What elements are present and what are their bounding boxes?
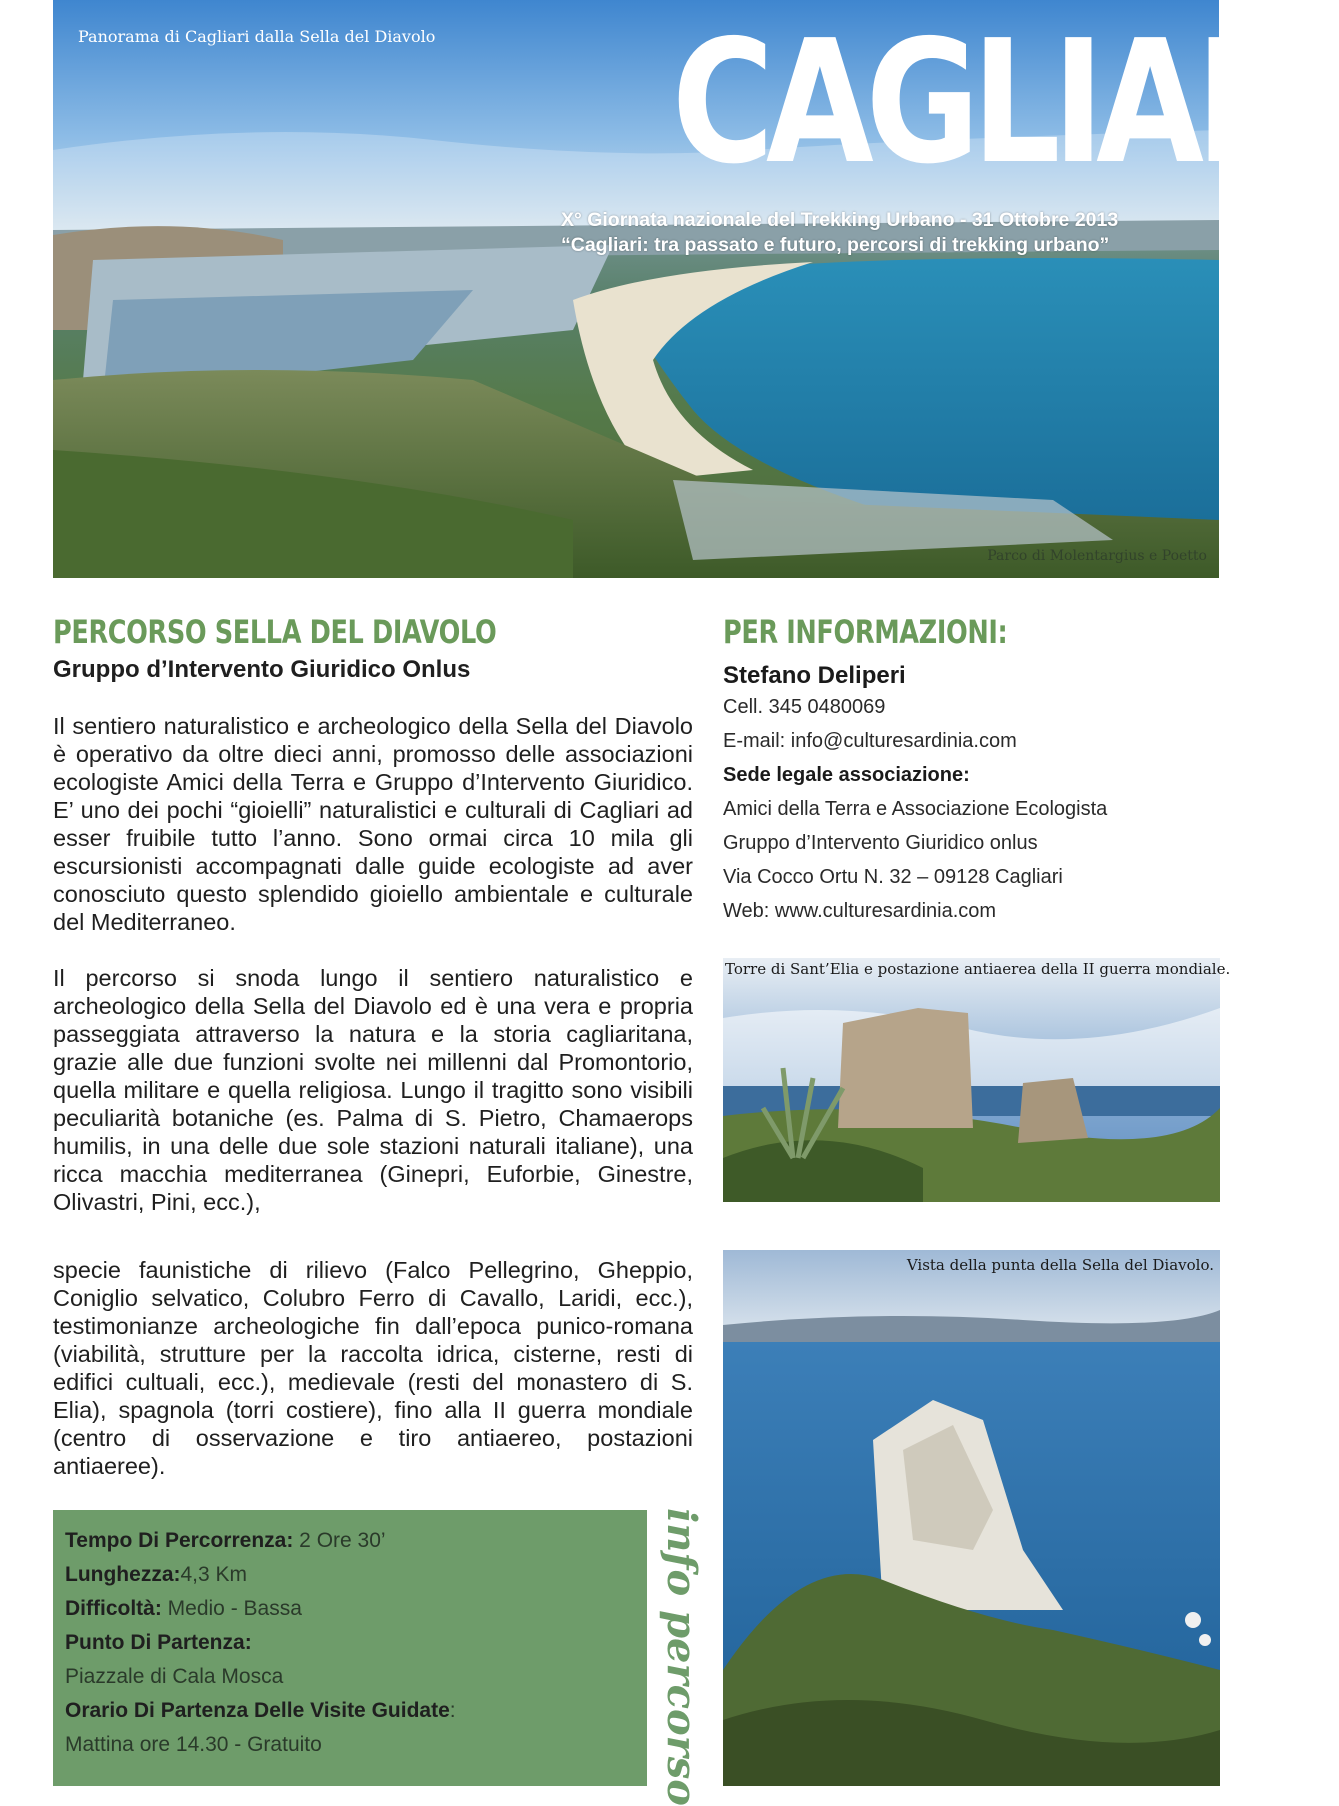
info-length-label: Lunghezza: (65, 1563, 181, 1586)
hero-subtitle-line2: “Cagliari: tra passato e futuro, percorsi di trekking urbano” (561, 234, 1110, 256)
cliff-photo-caption: Vista della punta della Sella del Diavolo. (906, 1256, 1214, 1274)
info-start-point (65, 1626, 635, 1660)
route-title: PERCORSO SELLA DEL DIAVOLO (53, 613, 497, 651)
contact-name: Stefano Deliperi (723, 662, 906, 689)
route-info-box (53, 1510, 647, 1786)
hero-caption: Panorama di Cagliari dalla Sella del Diavolo (78, 27, 436, 46)
contact-title: PER INFORMAZIONI: (723, 613, 1008, 651)
description-paragraph-1: Il sentiero naturalistico e archeologico della Sella del Diavolo è operativo da oltre dieci anni, promosso delle associazioni ecologiste Amici della Terra e Gruppo d’Intervento Giuridico. E’ uno dei pochi “gioielli” naturalistici e culturali di Cagliari ad esser fruibile tutto l’anno. Sono ormai circa 10 mila gli escursionisti accompagnati dalle guide ecologiste ad aver conosciuto questo splendido gioiello ambientale e culturale del Mediterraneo. (53, 713, 693, 935)
info-schedule-label: Orario Di Partenza Delle Visite Guidate (65, 1699, 450, 1722)
contact-address: Via Cocco Ortu N. 32 – 09128 Cagliari (723, 866, 1063, 888)
route-description-column (53, 614, 693, 1480)
hero-panorama-image (53, 0, 1339, 578)
info-schedule-colon: : (449, 1699, 456, 1722)
info-schedule-value: Mattina ore 14.30 - Gratuito (65, 1733, 322, 1756)
info-duration-label: Tempo Di Percorrenza: (65, 1529, 294, 1552)
info-schedule (65, 1694, 635, 1728)
info-length-value: 4,3 Km (180, 1563, 248, 1586)
contact-email[interactable]: E-mail: info@culturesardinia.com (723, 730, 1017, 752)
hero-subtitle (561, 208, 1118, 258)
info-start-value-row (65, 1660, 635, 1694)
contact-website[interactable]: Web: www.culturesardinia.com (723, 900, 997, 922)
info-start-label: Punto Di Partenza: (65, 1631, 252, 1654)
info-difficulty-label: Difficoltà: (65, 1597, 162, 1620)
info-duration-value: 2 Ore 30’ (293, 1529, 386, 1552)
association-1: Amici della Terra e Associazione Ecologista (723, 798, 1108, 820)
legal-seat-label: Sede legale associazione: (723, 764, 970, 786)
hero-title: CAGLIARI (671, 4, 1339, 202)
association-2: Gruppo d’Intervento Giuridico onlus (723, 832, 1038, 854)
info-duration (65, 1524, 635, 1558)
info-length (65, 1558, 635, 1592)
info-start-value: Piazzale di Cala Mosca (65, 1665, 284, 1688)
hero-subtitle-line1: X° Giornata nazionale del Trekking Urbano - 31 Ottobre 2013 (561, 209, 1119, 231)
description-paragraph-2: Il percorso si snoda lungo il sentiero naturalistico e archeologico della Sella del Diavolo ed è una vera e propria passeggiata attraverso la natura e la storia cagliaritana, grazie alle due funzioni svolte nei millenni dal Promontorio, quella militare e quella religiosa. Lungo il tragitto sono visibili peculiarità botaniche (es. Palma di S. Pietro, Chamaerops humilis, in una delle due sole stazioni naturali italiane), una ricca macchia mediterranea (Ginepri, Euforbie, Ginestre, Olivastri, Pini, ecc.), (53, 965, 693, 1215)
info-vertical-label (656, 1508, 705, 1806)
cliff-illustration (723, 1250, 1220, 1786)
contact-phone: Cell. 345 0480069 (723, 696, 886, 718)
hero-photo-credit: Parco di Molentargius e Poetto (987, 548, 1207, 564)
info-vertical-text: info percorso (658, 1508, 705, 1806)
info-difficulty-value: Medio - Bassa (161, 1597, 302, 1620)
info-schedule-value-row (65, 1728, 635, 1762)
tower-illustration (723, 958, 1220, 1202)
contact-column (723, 614, 1223, 928)
tower-photo (723, 958, 1231, 1202)
cliff-photo (723, 1250, 1220, 1786)
organization-name: Gruppo d’Intervento Giuridico Onlus (53, 656, 471, 683)
description-paragraph-3: specie faunistiche di rilievo (Falco Pellegrino, Gheppio, Coniglio selvatico, Colubro Ferro di Cavallo, Laridi, ecc.), testimonianze archeologiche fin dall’epoca punico-romana (viabilità, strutture per la raccolta idrica, cisterne, resti di edifici cultuali, ecc.), medievale (resti del monastero di S. Elia), spagnola (torri costiere), fino alla II guerra mondiale (centro di osservazione e tiro antiaereo, postazioni antiaeree). (53, 1257, 693, 1479)
info-difficulty (65, 1592, 635, 1626)
tower-photo-caption: Torre di Sant’Elia e postazione antiaerea della II guerra mondiale. (725, 960, 1231, 978)
